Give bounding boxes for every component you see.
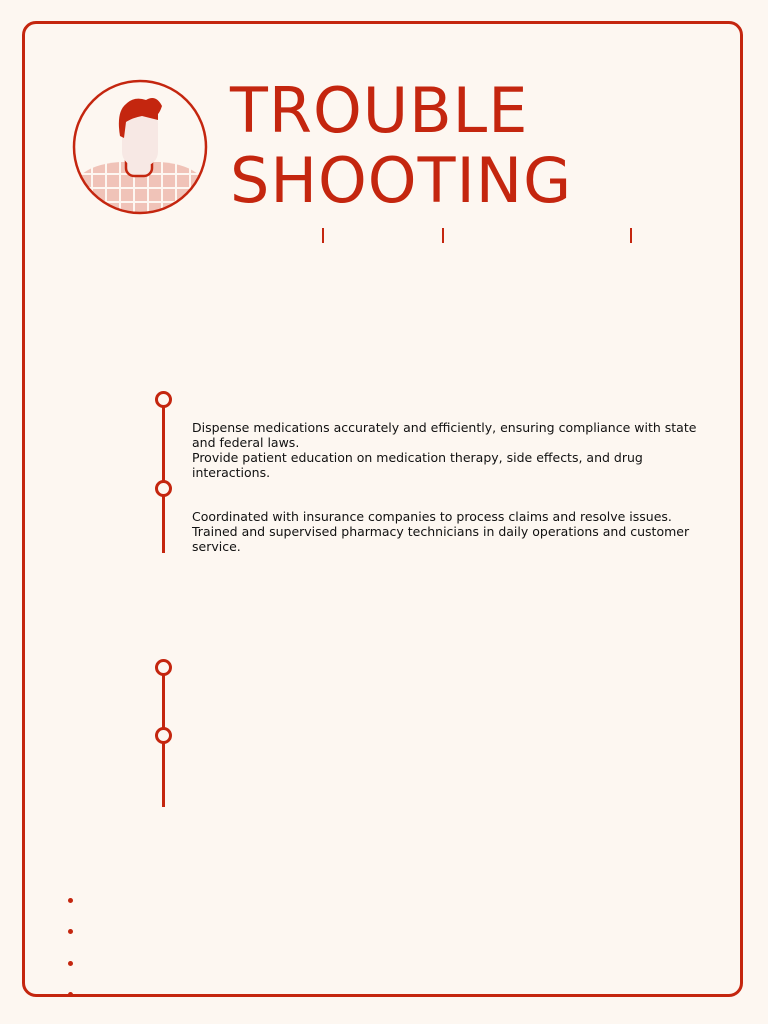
timeline-node xyxy=(155,727,172,744)
contact-divider xyxy=(630,228,632,243)
timeline-node xyxy=(155,480,172,497)
skill-bullet xyxy=(68,961,73,966)
title-line-1: TROUBLE xyxy=(230,74,529,147)
skill-bullet xyxy=(68,898,73,903)
duty-text: Coordinated with insurance companies to process claims and resolve issues. xyxy=(192,509,672,524)
page-title xyxy=(230,76,572,216)
contact-divider xyxy=(322,228,324,243)
timeline-node xyxy=(155,391,172,408)
skill-bullet xyxy=(68,992,73,997)
duty-text: Provide patient education on medication therapy, side effects, and drug interactions. xyxy=(192,450,643,480)
skill-bullet xyxy=(68,929,73,934)
timeline-node xyxy=(155,659,172,676)
duty-text: Trained and supervised pharmacy technicians in daily operations and customer service. xyxy=(192,524,690,554)
experience-timeline xyxy=(162,400,165,553)
person-avatar-icon xyxy=(72,78,208,218)
title-line-2: SHOOTING xyxy=(230,144,573,217)
duty-text: Dispense medications accurately and efficiently, ensuring compliance with state and federal laws. xyxy=(192,420,697,450)
contact-divider xyxy=(442,228,444,243)
